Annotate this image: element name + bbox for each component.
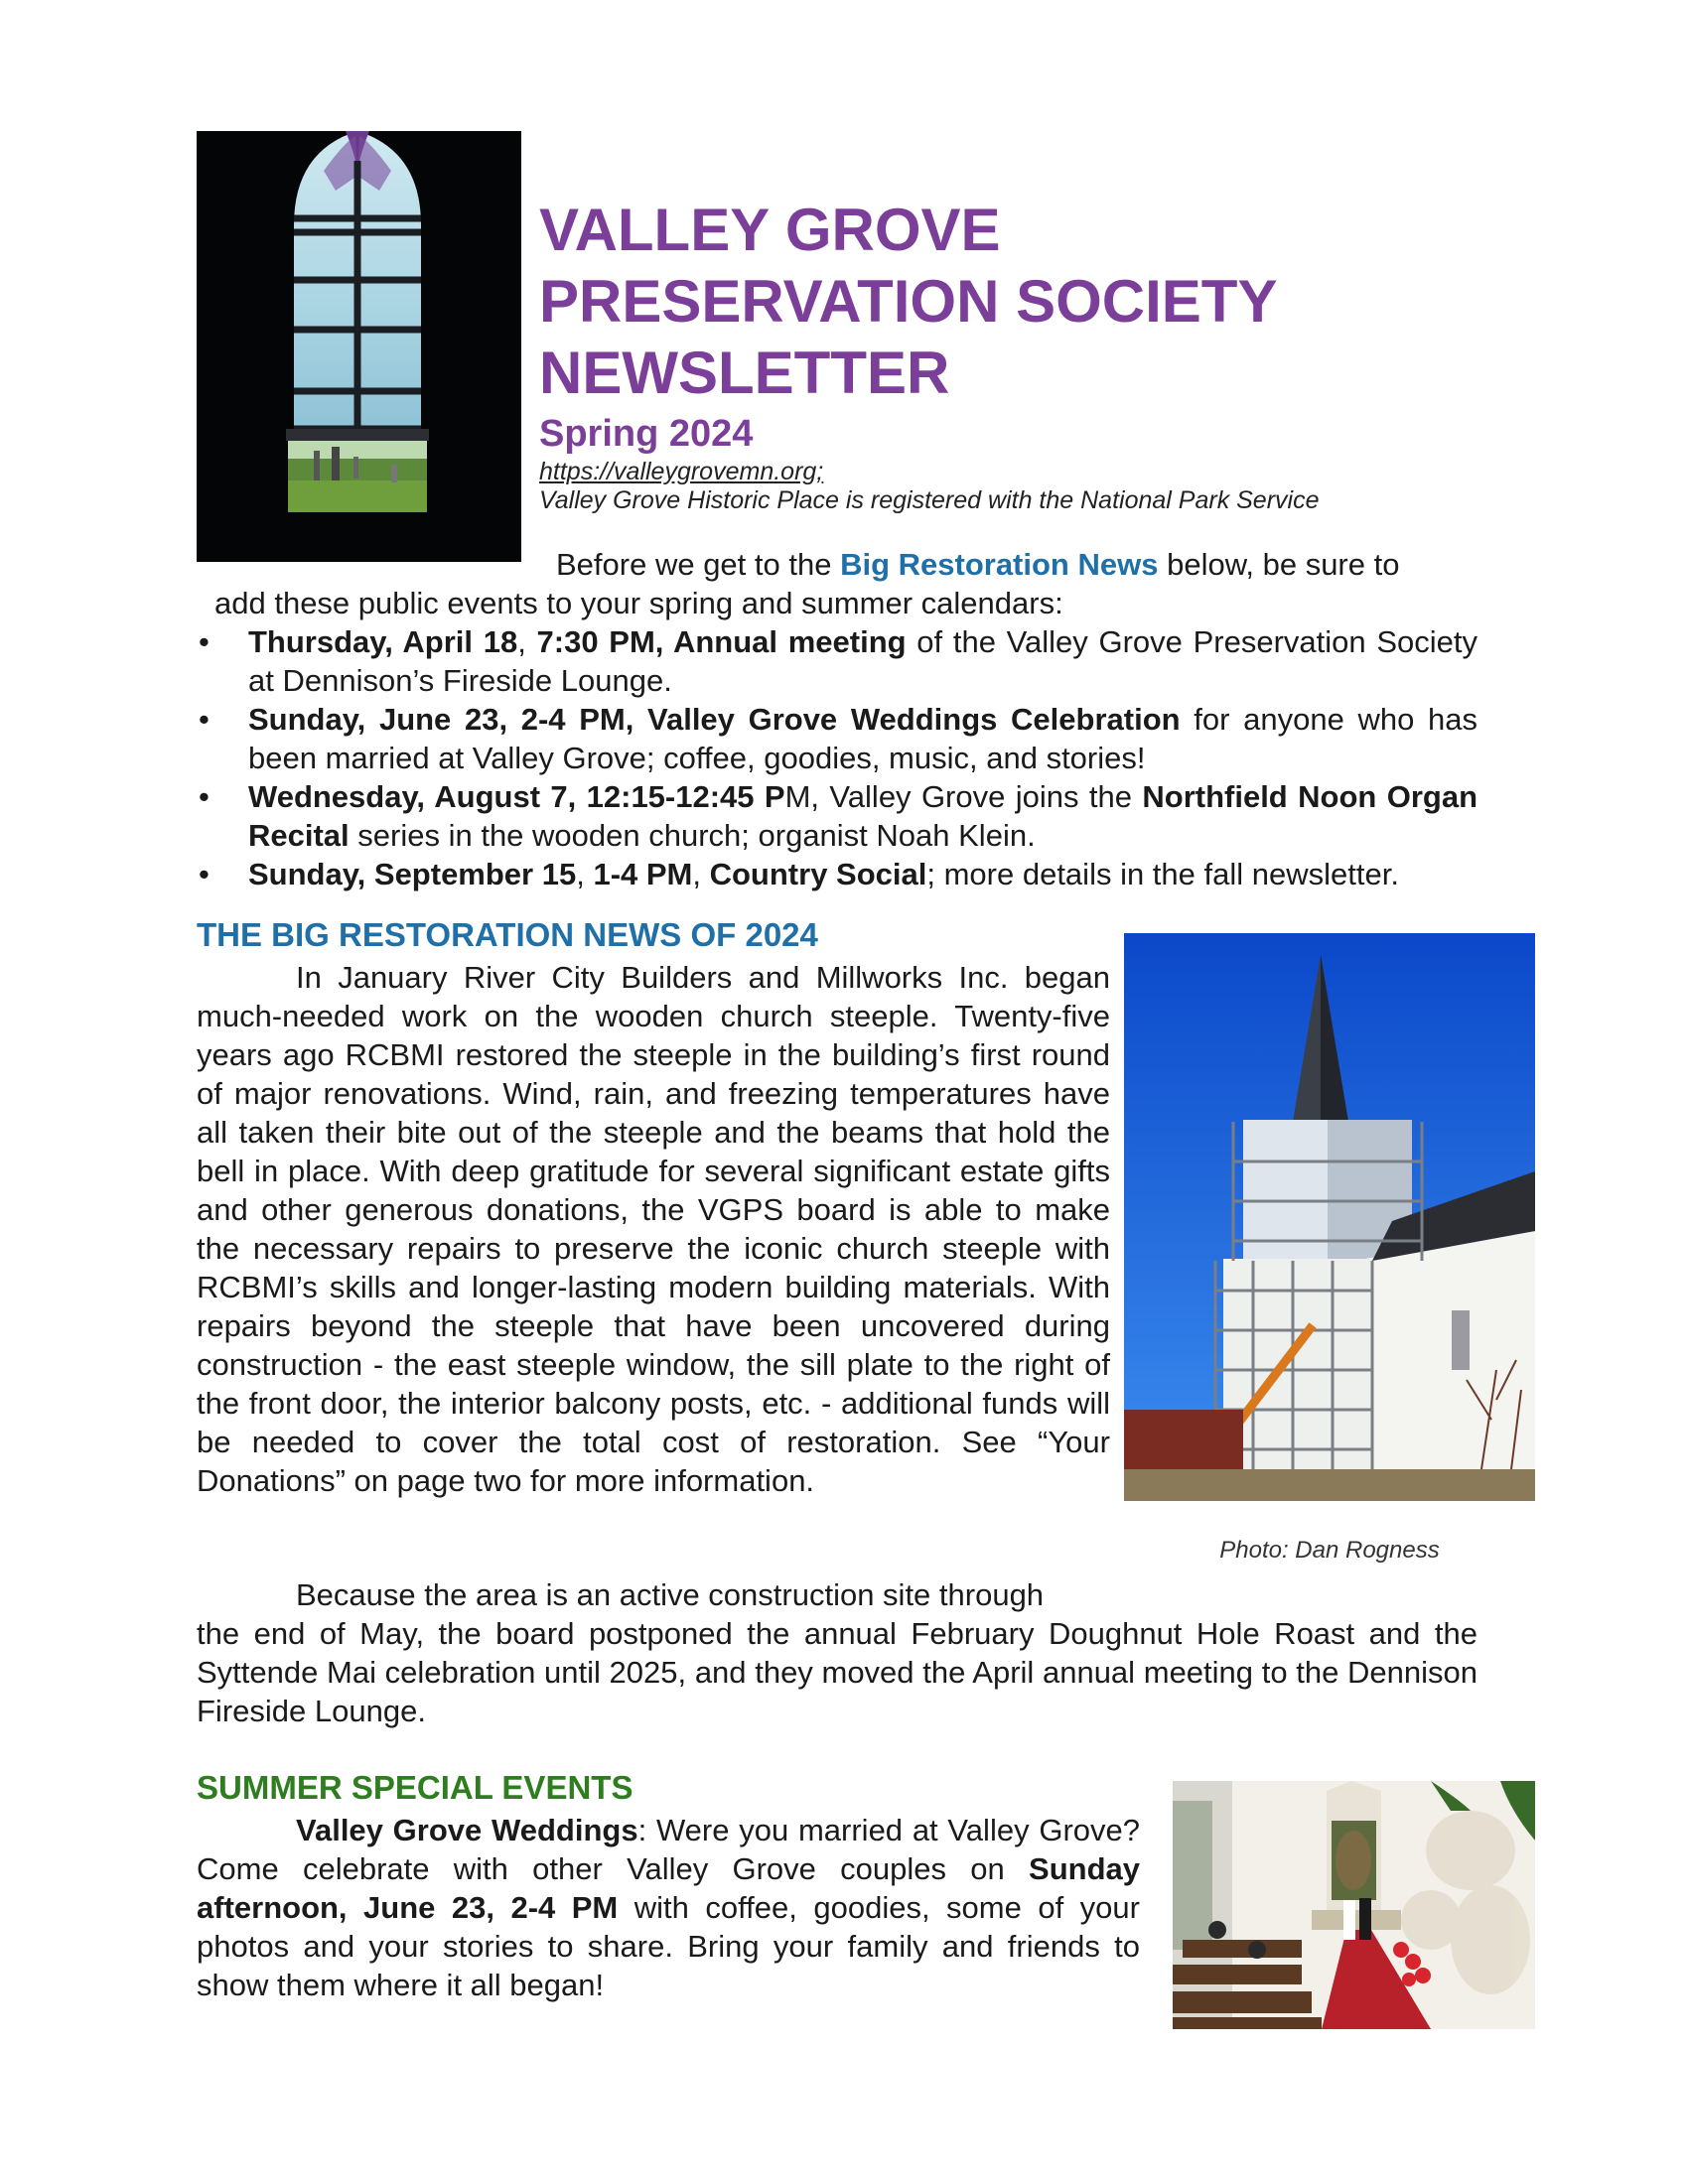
list-item: • Wednesday, August 7, 12:15-12:45 PM, Valley Grove joins the Northfield Noon Organ Recital series in the wooden church; organist Noah Klein. <box>197 777 1477 855</box>
newsletter-title-line-3: NEWSLETTER <box>539 340 950 406</box>
wedding-illustration <box>1173 1781 1535 2029</box>
issue-season: Spring 2024 <box>539 413 754 455</box>
registration-note: Valley Grove Historic Place is registered with the National Park Service <box>539 486 1320 514</box>
intro-post: below, be sure to <box>1158 547 1400 582</box>
list-item: • Sunday, September 15, 1-4 PM, Country Social; more details in the fall newsletter. <box>197 855 1477 893</box>
newsletter-title-line-2: PRESERVATION SOCIETY <box>539 268 1278 335</box>
newsletter-title-line-1: VALLEY GROVE <box>539 197 1001 263</box>
website-link[interactable]: https://valleygrovemn.org; <box>539 458 824 485</box>
summer-events-paragraph: Valley Grove Weddings: Were you married at Valley Grove? Come celebrate with other Valley Grove couples on Sunday afternoon, June 23, 2-4 PM with coffee, goodies, some of your photos and your stories to share. Bring your family and friends to show them where it all began! <box>197 1813 1140 2002</box>
restoration-paragraph-1: In January River City Builders and Millworks Inc. began much-needed work on the wooden church steeple. Twenty-five years ago RCBMI restored the steeple in the building’s first round of major renovations. Wind, rain, and freezing temperatures have all taken their bite out of the steeple and the beams that hold the bell in place. With deep gratitude for several significant estate gifts and other generous donations, the VGPS board is able to make the necessary repairs to preserve the iconic church steeple with RCBMI’s skills and longer-lasting modern building materials. With repairs beyond the steeple that have been uncovered during construction - the east steeple window, the sill plate to the right of the front door, the interior balcony posts, etc. - additional funds will be needed to cover the total cost of restoration. See “Your Donations” on page two for more information. <box>197 960 1110 1498</box>
list-item: • Thursday, April 18, 7:30 PM, Annual meeting of the Valley Grove Preservation Society at Dennison’s Fireside Lounge. <box>197 622 1477 700</box>
intro-line-1 <box>556 545 1399 584</box>
photo-caption: Photo: Dan Rogness <box>1219 1537 1440 1564</box>
steeple-restoration-photo <box>1124 933 1535 1501</box>
church-window-photo <box>197 131 521 562</box>
steeple-illustration <box>1124 933 1535 1501</box>
intro-line-2: add these public events to your spring and summer calendars: <box>214 586 1063 620</box>
intro-pre: Before we get to the <box>556 547 841 582</box>
wedding-photo <box>1173 1781 1535 2029</box>
big-restoration-news-highlight: Big Restoration News <box>840 547 1159 582</box>
restoration-heading: THE BIG RESTORATION NEWS OF 2024 <box>197 916 818 953</box>
restoration-paragraph-2-rest: the end of May, the board postponed the annual February Doughnut Hole Roast and the Syttende Mai celebration until 2025, and they moved the April annual meeting to the Dennison Fireside Lounge. <box>197 1616 1477 1728</box>
restoration-paragraph-2-start: Because the area is an active construction site through <box>296 1577 1045 1612</box>
summer-events-heading: SUMMER SPECIAL EVENTS <box>197 1769 633 1806</box>
list-item: • Sunday, June 23, 2-4 PM, Valley Grove Weddings Celebration for anyone who has been married at Valley Grove; coffee, goodies, music, and stories! <box>197 700 1477 777</box>
event-list <box>197 622 1477 893</box>
church-window-illustration <box>197 131 521 562</box>
